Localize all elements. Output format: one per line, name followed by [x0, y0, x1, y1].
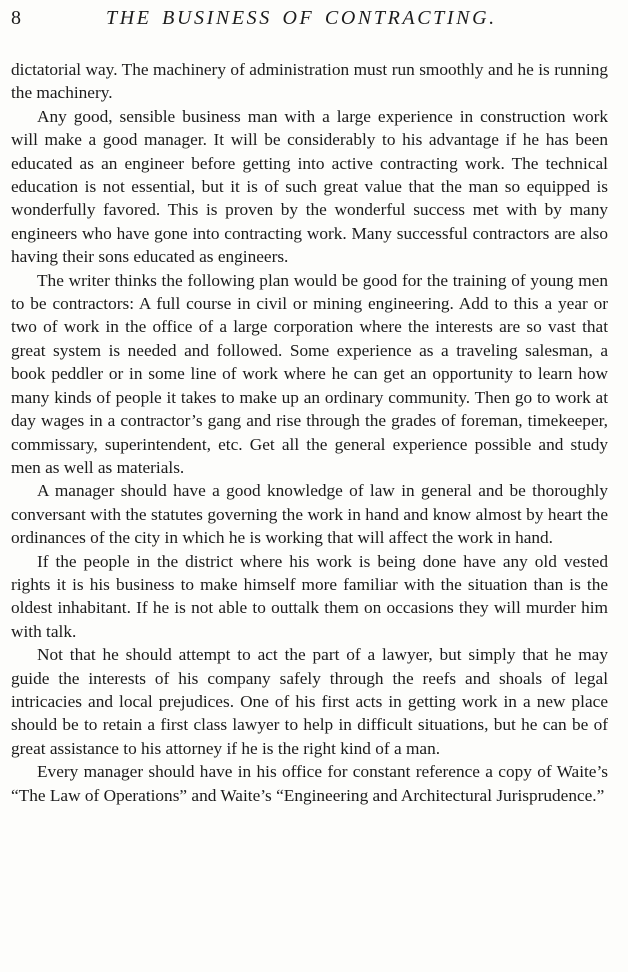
page-number: 8: [11, 7, 22, 29]
body-text: [11, 58, 608, 807]
running-title: THE BUSINESS OF CONTRACTING.: [106, 7, 497, 29]
paragraph-continuation: dictatorial way. The machinery of administration must run smoothly and he is running the machinery.: [11, 60, 608, 103]
running-head: [11, 6, 608, 40]
paragraph-good-manager: Any good, sensible business man with a large experience in construction work will make a good manager. It will be considerably to his advantage if he has been educated as an engineer before getting into active contracting work. The technical education is not essential, but it is of such great value that the man so equipped is wonderfully favored. This is proven by the wonderful success met with by many engineers who have gone into contracting work. Many successful contractors are also having their sons educated as engineers.: [11, 106, 608, 267]
paragraph-reference-books: Every manager should have in his office for constant reference a copy of Waite’s “The Law of Operations” and Waite’s “Engineering and Architectural Jurisprudence.”: [11, 762, 608, 805]
paragraph-training-plan: The writer thinks the following plan would be good for the training of young men to be contractors: A full course in civil or mining engineering. Add to this a year or two of work in the office of a large corporation where the interests are so vast that great system is needed and followed. Some experience as a traveling salesman, a book peddler or in some line of work where he can get an opportunity to learn how many kinds of people it takes to make up an ordinary community. Then go to work at day wages in a contractor’s gang and rise through the grades of foreman, timekeeper, commissary, superintendent, etc. Get all the general experience possible and study men as well as materials.: [11, 270, 608, 477]
paragraph-lawyer: Not that he should attempt to act the part of a lawyer, but simply that he may guide the interests of his company safely through the reefs and shoals of legal intricacies and local prejudices. One of his first acts in getting work in a new place should be to retain a first class lawyer to help in difficult situations, but he can be of great assistance to his attorney if he is the right kind of a man.: [11, 645, 608, 758]
paragraph-vested-rights: If the people in the district where his work is being done have any old vested rights it is his business to make himself more familiar with the situation than is the oldest inhabitant. If he is not able to outtalk them on occasions they will murder him with talk.: [11, 551, 608, 641]
paragraph-knowledge-of-law: A manager should have a good knowledge of law in general and be thoroughly conversant with the statutes governing the work in hand and know almost by heart the ordinances of the city in which he is working that will affect the work in hand.: [11, 481, 608, 548]
